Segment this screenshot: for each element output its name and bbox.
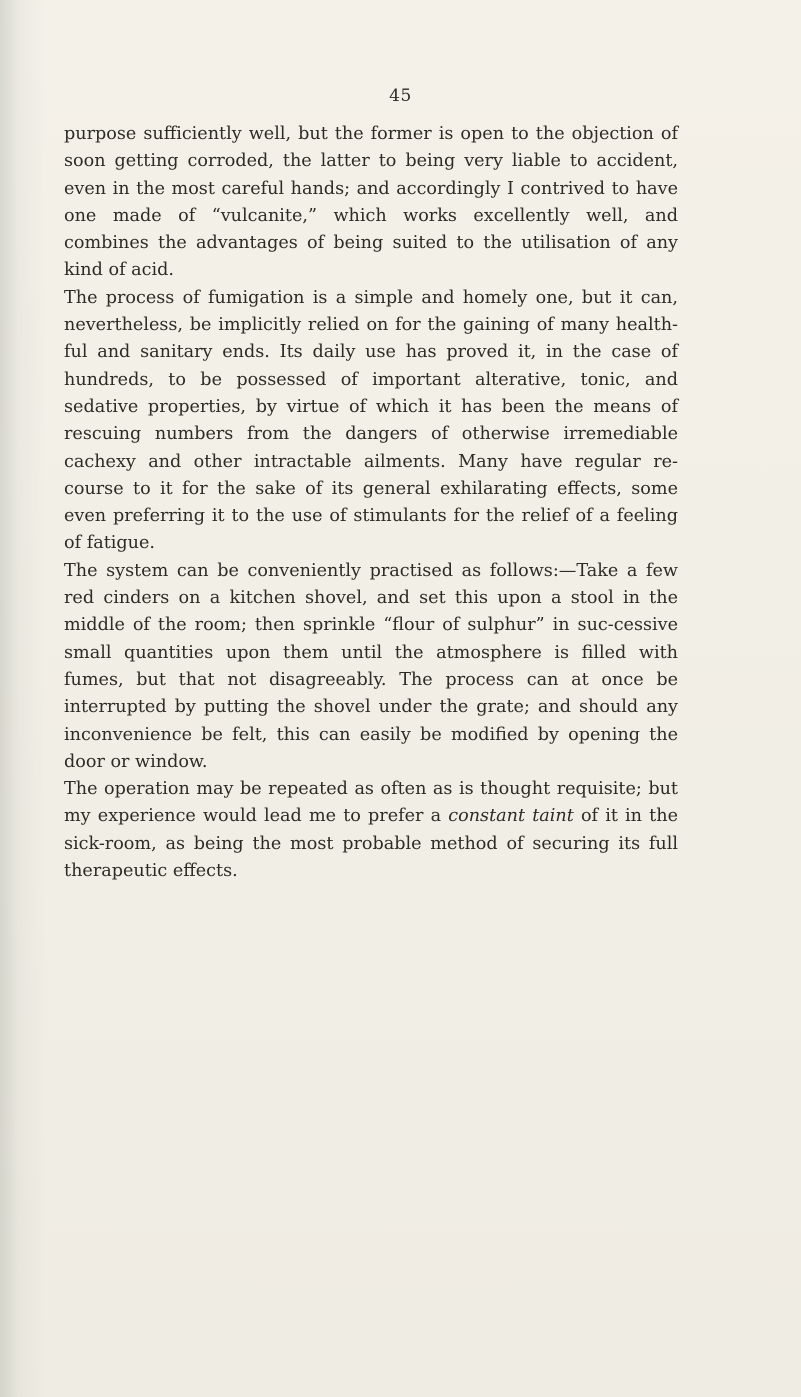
paragraph-system-practice: The system can be conveniently practised as follows:—Take a few red cinders on a kitchen shovel, and set this upon a stool in the middle of the room; then sprinkle “flour of sulphur” in suc-cessive small quantities upon them until the atmosphere is filled with fumes, but that not disagreeably. The process can at once be interrupted by putting the shovel under the grate; and should any inconvenience be felt, this can easily be modified by opening the door or window. [64,560,678,772]
paragraph-text-after-emphasis: of it in the sick-room, as being the most probable method of securing its full therapeutic effects. [64,806,678,882]
paragraph-fumigation-process: The process of fumigation is a simple and homely one, but it can, nevertheless, be implicitly relied on for the gaining of many health-ful and sanitary ends. Its daily use has proved it, in the case of hundreds, to be possessed of important alterative, tonic, and sedative properties, by virtue of which it has been the means of rescuing numbers from the dangers of otherwise irremediable cachexy and other intractable ailments. Many have regular re-course to it for the sake of its general exhilarating effects, some even preferring it to the use of stimulants for the relief of a feeling of fatigue. [64,287,678,554]
paragraph-operation-repeated [64,776,678,885]
page-number: 45 [389,86,412,106]
emphasis-constant-taint: constant taint [448,806,574,827]
paragraph-text-before-emphasis: The operation may be repeated as often as is thought requisite; but my experience would lead me to prefer a [64,779,678,827]
paragraph-continuation: purpose sufficiently well, but the former is open to the objection of soon getting corroded, the latter to being very liable to accident, even in the most careful hands; and accordingly I contrived to have one made of “vulcanite,” which works excellently well, and combines the advantages of being suited to the utilisation of any kind of acid. [64,124,678,281]
body-text [64,121,678,885]
